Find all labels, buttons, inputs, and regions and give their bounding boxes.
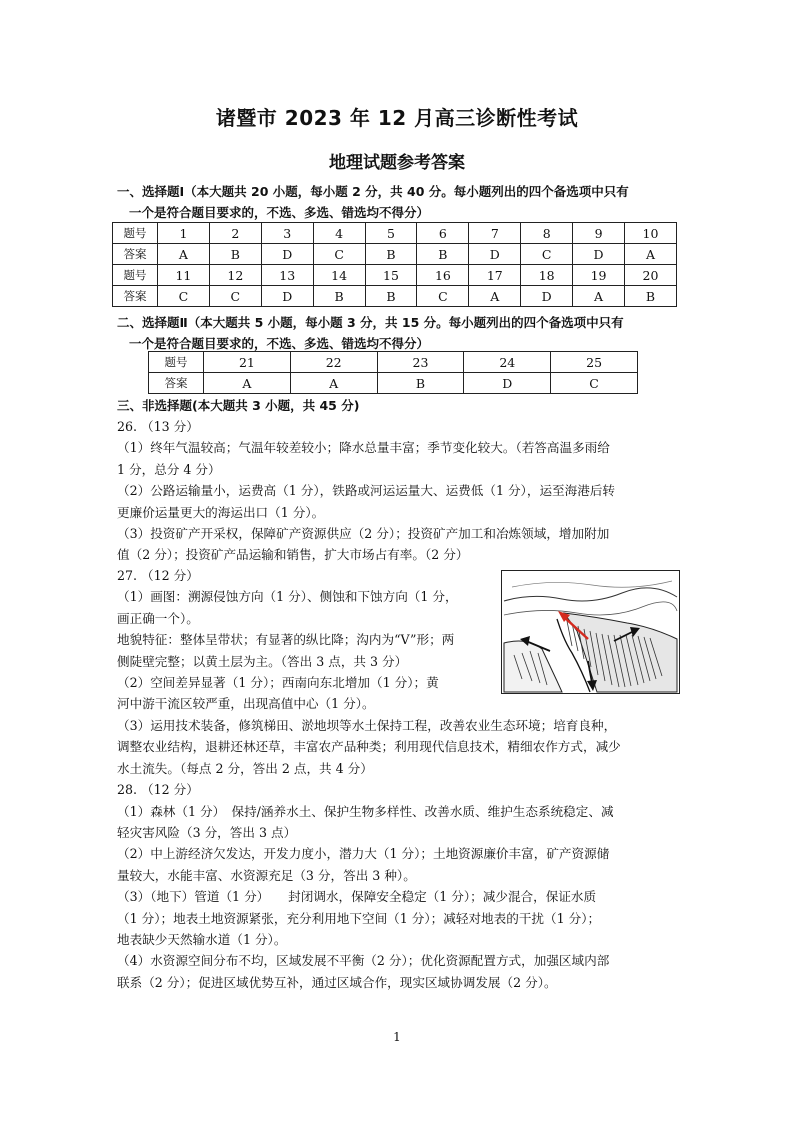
table-cell: 4 <box>313 223 365 244</box>
table-row <box>113 244 677 265</box>
table-cell: D <box>469 244 521 265</box>
table-cell: 14 <box>313 265 365 286</box>
table-row <box>149 373 638 394</box>
gully-erosion-icon <box>502 571 679 693</box>
table-cell: 11 <box>158 265 210 286</box>
q28-answer-3-cont: （1 分）；地表土地资源紧张，充分利用地下空间（1 分）；减轻对地表的干扰（1 分）； <box>117 910 601 926</box>
table-cell: B <box>625 286 677 307</box>
table-cell: C <box>521 244 573 265</box>
table-cell: A <box>290 373 377 394</box>
table-cell: B <box>313 286 365 307</box>
table-cell: B <box>377 373 464 394</box>
q26-block <box>117 416 682 566</box>
table-cell: C <box>209 286 261 307</box>
table-cell: B <box>365 244 417 265</box>
table-cell: 23 <box>377 352 464 373</box>
table-cell: 10 <box>625 223 677 244</box>
section3-heading: 三、非选择题(本大题共 3 小题，共 45 分) <box>117 398 360 413</box>
table-row <box>113 286 677 307</box>
page-subtitle: 地理试题参考答案 <box>329 153 465 173</box>
table-cell: 15 <box>365 265 417 286</box>
table-cell: D <box>261 244 313 265</box>
q26-answer-1: （1）终年气温较高；气温年较差较小；降水总量丰富；季节变化较大。（若答高温多雨给 <box>117 440 610 456</box>
q26-answer-3-cont: 值（2 分）；投资矿产品运输和销售，扩大市场占有率。（2 分） <box>117 547 469 563</box>
table-cell: D <box>464 373 551 394</box>
row-label: 题号 <box>149 352 204 373</box>
table-row <box>149 352 638 373</box>
q27-answer-3-cont2: 水土流失。（每点 2 分，答出 2 点，共 4 分） <box>117 760 373 776</box>
q26-head: 26. （13 分） <box>117 419 199 434</box>
q26-answer-2-cont: 更廉价运量更大的海运出口（1 分）。 <box>117 504 325 520</box>
section2-answer-table <box>148 351 638 394</box>
table-cell: B <box>417 244 469 265</box>
row-label: 题号 <box>113 223 158 244</box>
row-label: 答案 <box>149 373 204 394</box>
q26-answer-1-cont: 1 分，总分 4 分） <box>117 461 221 477</box>
table-cell: A <box>204 373 291 394</box>
table-cell: C <box>417 286 469 307</box>
q28-answer-2-cont: 量较大，水能丰富、水资源充足（3 分，答出 3 种）。 <box>117 867 416 883</box>
q27-answer-1-cont: 画正确一个）。 <box>117 610 199 626</box>
table-cell: A <box>469 286 521 307</box>
section1-answer-table <box>112 222 677 307</box>
q26-answer-3: （3）投资矿产开采权，保障矿产资源供应（2 分）；投资矿产加工和冶炼领域，增加附加 <box>117 526 610 542</box>
table-cell: 20 <box>625 265 677 286</box>
q28-answer-3-cont2: 地表缺少天然输水道（1 分）。 <box>117 932 287 948</box>
table-cell: B <box>365 286 417 307</box>
table-cell: 8 <box>521 223 573 244</box>
q28-answer-1: （1）森林（1 分） 保持/涵养水土、保护生物多样性、改善水质、维护生态系统稳定、减 <box>117 803 614 819</box>
table-cell: C <box>313 244 365 265</box>
table-cell: A <box>158 244 210 265</box>
table-cell: 5 <box>365 223 417 244</box>
row-label: 答案 <box>113 286 158 307</box>
q27-landform: 地貌特征：整体呈带状；有显著的纵比降；沟内为“V”形；两 <box>117 632 455 648</box>
row-label: 题号 <box>113 265 158 286</box>
q28-head: 28. （12 分） <box>117 782 199 798</box>
table-cell: C <box>551 373 638 394</box>
section1-heading-line2: 一个是符合题目要求的，不选、多选、错选均不得分） <box>129 205 430 220</box>
table-row <box>113 223 677 244</box>
table-cell: C <box>158 286 210 307</box>
table-cell: B <box>209 244 261 265</box>
section1-heading-line1: 一、选择题Ⅰ（本大题共 20 小题，每小题 2 分，共 40 分。每小题列出的四个备选项中只有 <box>117 184 629 199</box>
table-cell: 3 <box>261 223 313 244</box>
table-row <box>113 265 677 286</box>
table-cell: 12 <box>209 265 261 286</box>
q27-answer-2-cont: 河中游干流区较严重，出现高值中心（1 分）。 <box>117 696 375 712</box>
table-cell: 6 <box>417 223 469 244</box>
q27-landform-cont: 侧陡壁完整；以黄土层为主。（答出 3 点，共 3 分） <box>117 653 408 669</box>
table-cell: 17 <box>469 265 521 286</box>
table-cell: D <box>261 286 313 307</box>
table-cell: 18 <box>521 265 573 286</box>
page-number: 1 <box>393 1030 401 1044</box>
q28-answer-3: （3）（地下）管道（1 分） 封闭调水，保障安全稳定（1 分）；减少混合，保证水质 <box>117 889 597 905</box>
q26-answer-2: （2）公路运输量小，运费高（1 分），铁路或河运运量大、运费低（1 分），运至海港后转 <box>117 483 616 499</box>
section2-heading-line1: 二、选择题Ⅱ（本大题共 5 小题，每小题 3 分，共 15 分。每小题列出的四个备选项中只有 <box>117 315 624 330</box>
q28-answer-1-cont: 轻灾害风险（3 分，答出 3 点） <box>117 825 297 841</box>
table-cell: 24 <box>464 352 551 373</box>
row-label: 答案 <box>113 244 158 265</box>
page-title: 诸暨市 2023 年 12 月高三诊断性考试 <box>215 106 579 130</box>
table-cell: 1 <box>158 223 210 244</box>
table-cell: 2 <box>209 223 261 244</box>
table-cell: 13 <box>261 265 313 286</box>
table-cell: D <box>521 286 573 307</box>
table-cell: 22 <box>290 352 377 373</box>
table-cell: 19 <box>573 265 625 286</box>
q27-block-left <box>117 565 499 715</box>
section2-heading-line2: 一个是符合题目要求的，不选、多选、错选均不得分） <box>129 336 430 351</box>
q27-head: 27. （12 分） <box>117 568 199 583</box>
table-cell: 25 <box>551 352 638 373</box>
table-cell: A <box>573 286 625 307</box>
table-cell: 16 <box>417 265 469 286</box>
q27-answer-1: （1）画图：溯源侵蚀方向（1 分）、侧蚀和下蚀方向（1 分， <box>117 589 458 605</box>
q27-block-bottom <box>117 715 682 993</box>
section2-heading <box>117 312 687 354</box>
table-cell: D <box>573 244 625 265</box>
q28-answer-4-cont: 联系（2 分）；促进区域优势互补，通过区域合作，现实区域协调发展（2 分）。 <box>117 974 557 990</box>
q28-answer-4: （4）水资源空间分布不均，区域发展不平衡（2 分）；优化资源配置方式，加强区域内部 <box>117 953 610 969</box>
q28-answer-2: （2）中上游经济欠发达，开发力度小，潜力大（1 分）；土地资源廉价丰富，矿产资源储 <box>117 846 610 862</box>
q27-answer-3: （3）运用技术装备，修筑梯田、淤地坝等水土保持工程，改善农业生态环境；培育良种， <box>117 718 617 733</box>
table-cell: 21 <box>204 352 291 373</box>
table-cell: 9 <box>573 223 625 244</box>
table-cell: 7 <box>469 223 521 244</box>
q27-answer-2: （2）空间差异显著（1 分）；西南向东北增加（1 分）；黄 <box>117 675 439 691</box>
q27-answer-3-cont: 调整农业结构，退耕还林还草，丰富农产品种类；利用现代信息技术，精细农作方式，减少 <box>117 739 621 755</box>
gully-erosion-figure <box>501 570 680 694</box>
table-cell: A <box>625 244 677 265</box>
section1-heading <box>117 181 687 223</box>
